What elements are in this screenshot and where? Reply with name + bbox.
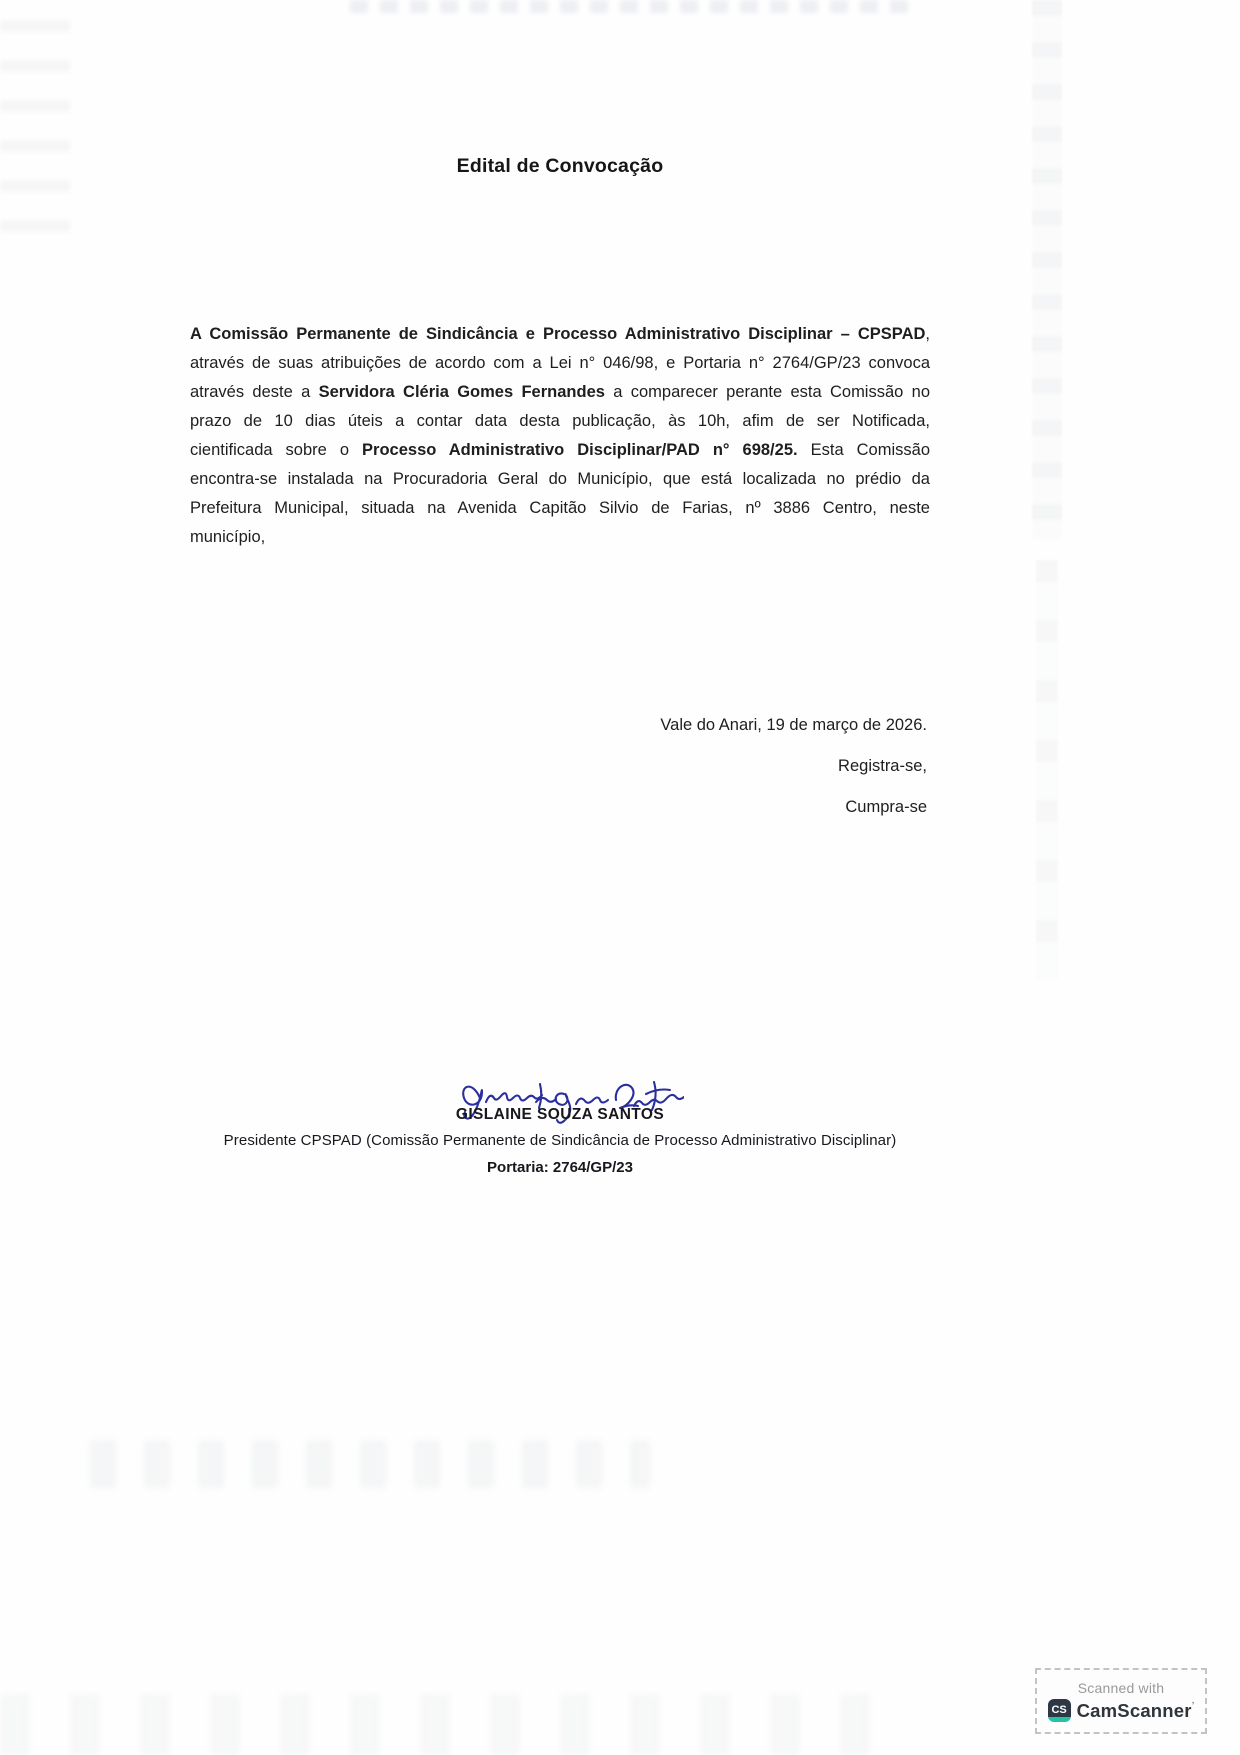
- scan-artifact-top: [350, 0, 910, 13]
- camscanner-watermark-badge: [1035, 1668, 1207, 1734]
- camscanner-brand-name: [1077, 1700, 1195, 1722]
- signer-portaria-line: Portaria: 2764/GP/23: [487, 1159, 633, 1176]
- scan-artifact-bottom: [0, 1694, 900, 1755]
- scan-artifact-right: [1032, 0, 1062, 540]
- body-segment-address: Esta Comissão encontra-se instalada na Procuradoria Geral do Município, que está localizada no prédio da Prefeitura Municipal, situada na Avenida Capitão Silvio de Farias, nº 3886 Centro, neste município,: [190, 440, 930, 546]
- camscanner-brand-text: CamScanner: [1076, 1699, 1192, 1721]
- scanned-with-label: Scanned with: [1077, 1680, 1165, 1696]
- place-date-line: Vale do Anari, 19 de março de 2026.: [660, 716, 927, 734]
- closing-comply-line: Cumpra-se: [845, 798, 927, 816]
- scan-artifact-midleft: [90, 1440, 650, 1488]
- document-title: Edital de Convocação: [456, 155, 664, 177]
- date-and-closing-block: [660, 712, 927, 835]
- document-body-paragraph: [190, 320, 930, 552]
- body-segment-commission: A Comissão Permanente de Sindicância e Processo Administrativo Disciplinar – CPSPAD: [190, 324, 926, 343]
- body-segment-legal-basis: , através de suas atribuições de acordo com a Lei n° 046/98, e Portaria n° 2764/GP/23 convoca através deste a: [190, 324, 930, 401]
- signer-typed-name: GISLAINE SOUZA SANTOS: [455, 1106, 665, 1123]
- scan-artifact-right-lower: [1036, 560, 1058, 980]
- body-segment-deadline: a comparecer perante esta Comissão no prazo de 10 dias úteis a contar data desta publicação, às 10h, afim de ser Notificada, cientificada sobre o: [190, 382, 930, 459]
- body-segment-servant-name: Servidora Cléria Gomes Fernandes: [318, 382, 605, 401]
- closing-register-line: Registra-se,: [838, 757, 927, 775]
- trademark-mark: ʼ: [1191, 1699, 1195, 1710]
- body-segment-process-number: Processo Administrativo Disciplinar/PAD n° 698/25.: [362, 440, 798, 459]
- scan-artifact-topleft: [0, 20, 70, 250]
- camscanner-brand-row: [1048, 1699, 1195, 1722]
- signature-block: [190, 1062, 930, 1176]
- camscanner-logo-icon: CS: [1048, 1699, 1071, 1722]
- signer-role-line: Presidente CPSPAD (Comissão Permanente de Sindicância de Processo Administrativo Disciplinar): [223, 1132, 897, 1149]
